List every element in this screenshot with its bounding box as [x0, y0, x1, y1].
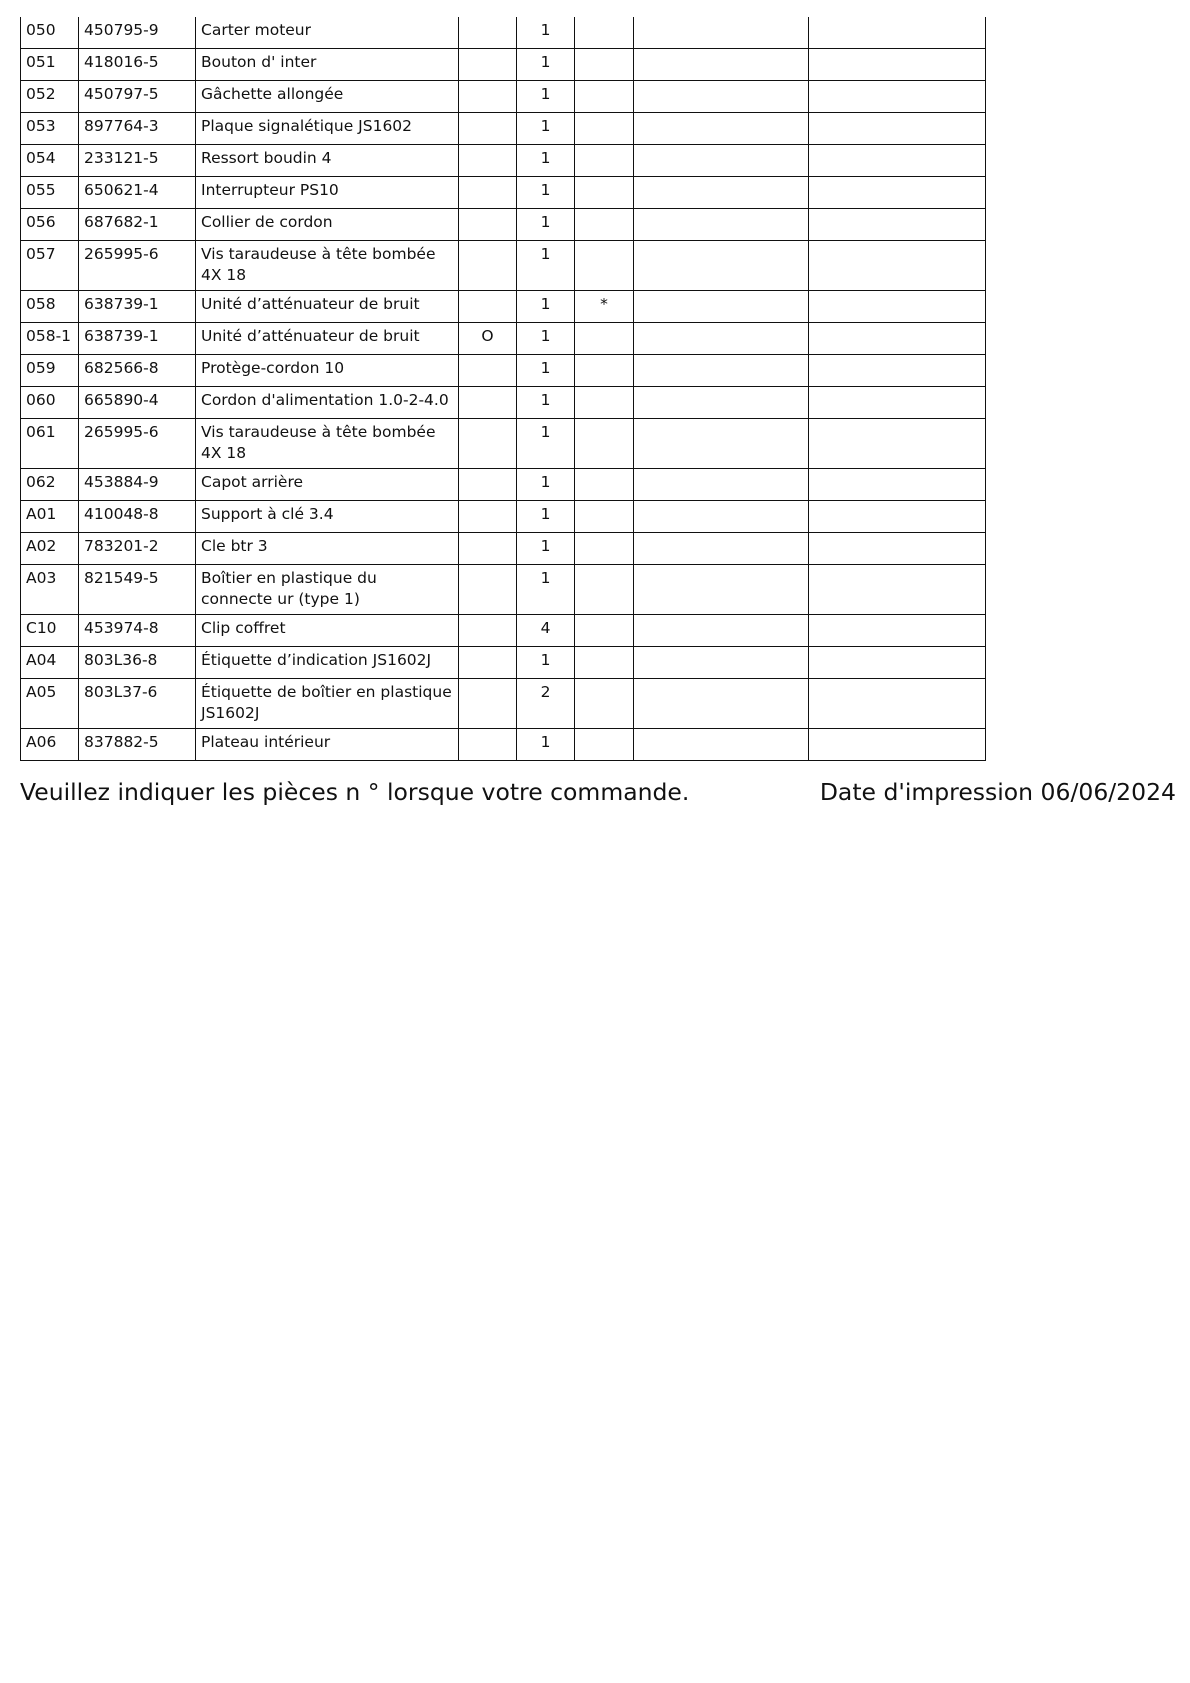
cell-blank — [634, 565, 809, 615]
cell-mark — [459, 145, 517, 177]
cell-blank — [809, 17, 986, 49]
cell-note — [575, 145, 634, 177]
cell-description: Cle btr 3 — [196, 533, 459, 565]
cell-quantity: 1 — [517, 355, 575, 387]
cell-item-number: C10 — [21, 615, 79, 647]
cell-mark — [459, 209, 517, 241]
cell-mark — [459, 49, 517, 81]
cell-blank — [634, 355, 809, 387]
cell-note — [575, 177, 634, 209]
cell-quantity: 1 — [517, 81, 575, 113]
cell-quantity: 1 — [517, 565, 575, 615]
cell-blank — [634, 729, 809, 761]
cell-part-number: 803L36-8 — [79, 647, 196, 679]
cell-quantity: 1 — [517, 49, 575, 81]
cell-blank — [634, 177, 809, 209]
cell-item-number: 055 — [21, 177, 79, 209]
table-row — [21, 291, 986, 323]
cell-part-number: 665890-4 — [79, 387, 196, 419]
table-row — [21, 81, 986, 113]
table-row — [21, 419, 986, 469]
cell-description: Vis taraudeuse à tête bombée 4X 18 — [196, 241, 459, 291]
table-row — [21, 501, 986, 533]
cell-blank — [809, 177, 986, 209]
cell-quantity: 1 — [517, 729, 575, 761]
cell-note — [575, 533, 634, 565]
cell-blank — [809, 291, 986, 323]
cell-item-number: 052 — [21, 81, 79, 113]
cell-quantity: 1 — [517, 323, 575, 355]
cell-part-number: 783201-2 — [79, 533, 196, 565]
cell-quantity: 1 — [517, 469, 575, 501]
parts-table — [20, 17, 986, 761]
cell-blank — [634, 419, 809, 469]
cell-description: Gâchette allongée — [196, 81, 459, 113]
cell-note — [575, 729, 634, 761]
cell-blank — [634, 241, 809, 291]
cell-blank — [809, 355, 986, 387]
cell-quantity: 1 — [517, 241, 575, 291]
table-row — [21, 729, 986, 761]
cell-part-number: 682566-8 — [79, 355, 196, 387]
cell-mark — [459, 241, 517, 291]
cell-item-number: 053 — [21, 113, 79, 145]
table-row — [21, 469, 986, 501]
cell-blank — [634, 113, 809, 145]
cell-item-number: A02 — [21, 533, 79, 565]
cell-part-number: 638739-1 — [79, 323, 196, 355]
cell-note — [575, 209, 634, 241]
cell-mark — [459, 469, 517, 501]
table-row — [21, 113, 986, 145]
cell-quantity: 1 — [517, 533, 575, 565]
cell-item-number: 061 — [21, 419, 79, 469]
cell-item-number: 056 — [21, 209, 79, 241]
cell-blank — [809, 565, 986, 615]
cell-blank — [809, 241, 986, 291]
table-row — [21, 17, 986, 49]
table-row — [21, 241, 986, 291]
cell-quantity: 1 — [517, 387, 575, 419]
cell-part-number: 821549-5 — [79, 565, 196, 615]
cell-blank — [809, 49, 986, 81]
cell-part-number: 453884-9 — [79, 469, 196, 501]
cell-item-number: 062 — [21, 469, 79, 501]
cell-part-number: 803L37-6 — [79, 679, 196, 729]
cell-blank — [634, 679, 809, 729]
cell-description: Support à clé 3.4 — [196, 501, 459, 533]
cell-part-number: 410048-8 — [79, 501, 196, 533]
cell-quantity: 4 — [517, 615, 575, 647]
cell-mark — [459, 387, 517, 419]
print-date: Date d'impression 06/06/2024 — [819, 778, 1176, 806]
cell-blank — [809, 323, 986, 355]
cell-blank — [809, 469, 986, 501]
cell-mark — [459, 81, 517, 113]
cell-note — [575, 323, 634, 355]
cell-note — [575, 355, 634, 387]
cell-note — [575, 81, 634, 113]
cell-blank — [634, 501, 809, 533]
cell-item-number: A06 — [21, 729, 79, 761]
cell-note — [575, 419, 634, 469]
cell-blank — [809, 647, 986, 679]
cell-description: Vis taraudeuse à tête bombée 4X 18 — [196, 419, 459, 469]
cell-description: Boîtier en plastique du connecte ur (type 1) — [196, 565, 459, 615]
cell-description: Plaque signalétique JS1602 — [196, 113, 459, 145]
cell-description: Clip coffret — [196, 615, 459, 647]
table-row — [21, 647, 986, 679]
cell-blank — [634, 615, 809, 647]
cell-part-number: 233121-5 — [79, 145, 196, 177]
cell-blank — [809, 679, 986, 729]
cell-part-number: 453974-8 — [79, 615, 196, 647]
cell-blank — [809, 387, 986, 419]
table-row — [21, 209, 986, 241]
cell-description: Unité d’atténuateur de bruit — [196, 291, 459, 323]
cell-mark — [459, 565, 517, 615]
cell-item-number: 050 — [21, 17, 79, 49]
cell-note — [575, 387, 634, 419]
table-row — [21, 323, 986, 355]
cell-part-number: 450795-9 — [79, 17, 196, 49]
cell-description: Bouton d' inter — [196, 49, 459, 81]
order-note: Veuillez indiquer les pièces n ° lorsque votre commande. — [20, 778, 690, 806]
table-row — [21, 145, 986, 177]
table-row — [21, 565, 986, 615]
cell-note — [575, 17, 634, 49]
cell-mark — [459, 501, 517, 533]
cell-blank — [634, 323, 809, 355]
parts-table-body — [21, 17, 986, 761]
table-row — [21, 355, 986, 387]
cell-blank — [634, 533, 809, 565]
cell-blank — [634, 209, 809, 241]
cell-description: Cordon d'alimentation 1.0-2-4.0 — [196, 387, 459, 419]
cell-item-number: A04 — [21, 647, 79, 679]
cell-description: Carter moteur — [196, 17, 459, 49]
cell-blank — [634, 49, 809, 81]
cell-part-number: 265995-6 — [79, 241, 196, 291]
cell-note — [575, 113, 634, 145]
cell-blank — [634, 387, 809, 419]
cell-item-number: 060 — [21, 387, 79, 419]
cell-note — [575, 469, 634, 501]
cell-mark — [459, 291, 517, 323]
cell-note — [575, 49, 634, 81]
cell-blank — [809, 209, 986, 241]
cell-blank — [634, 145, 809, 177]
cell-note — [575, 241, 634, 291]
cell-description: Ressort boudin 4 — [196, 145, 459, 177]
cell-mark — [459, 177, 517, 209]
cell-blank — [634, 81, 809, 113]
cell-description: Collier de cordon — [196, 209, 459, 241]
cell-part-number: 687682-1 — [79, 209, 196, 241]
cell-note: * — [575, 291, 634, 323]
table-row — [21, 387, 986, 419]
cell-mark — [459, 729, 517, 761]
cell-description: Unité d’atténuateur de bruit — [196, 323, 459, 355]
cell-blank — [809, 501, 986, 533]
cell-mark — [459, 615, 517, 647]
cell-blank — [809, 113, 986, 145]
cell-blank — [809, 533, 986, 565]
cell-part-number: 650621-4 — [79, 177, 196, 209]
cell-mark — [459, 533, 517, 565]
cell-blank — [634, 469, 809, 501]
cell-description: Étiquette d’indication JS1602J — [196, 647, 459, 679]
cell-quantity: 1 — [517, 209, 575, 241]
cell-mark — [459, 679, 517, 729]
cell-note — [575, 615, 634, 647]
cell-part-number: 837882-5 — [79, 729, 196, 761]
cell-part-number: 450797-5 — [79, 81, 196, 113]
table-row — [21, 533, 986, 565]
cell-blank — [809, 145, 986, 177]
cell-part-number: 418016-5 — [79, 49, 196, 81]
cell-part-number: 897764-3 — [79, 113, 196, 145]
cell-quantity: 1 — [517, 113, 575, 145]
cell-quantity: 1 — [517, 647, 575, 679]
cell-item-number: A05 — [21, 679, 79, 729]
cell-mark — [459, 17, 517, 49]
cell-part-number: 638739-1 — [79, 291, 196, 323]
table-row — [21, 177, 986, 209]
cell-item-number: 057 — [21, 241, 79, 291]
cell-part-number: 265995-6 — [79, 419, 196, 469]
cell-mark — [459, 113, 517, 145]
cell-item-number: 054 — [21, 145, 79, 177]
cell-note — [575, 647, 634, 679]
cell-quantity: 1 — [517, 145, 575, 177]
cell-blank — [634, 647, 809, 679]
cell-item-number: A01 — [21, 501, 79, 533]
cell-description: Plateau intérieur — [196, 729, 459, 761]
table-row — [21, 49, 986, 81]
cell-quantity: 1 — [517, 291, 575, 323]
cell-item-number: A03 — [21, 565, 79, 615]
cell-quantity: 1 — [517, 17, 575, 49]
cell-description: Protège-cordon 10 — [196, 355, 459, 387]
cell-item-number: 058 — [21, 291, 79, 323]
cell-item-number: 059 — [21, 355, 79, 387]
cell-note — [575, 565, 634, 615]
cell-blank — [809, 729, 986, 761]
cell-description: Étiquette de boîtier en plastique JS1602J — [196, 679, 459, 729]
cell-quantity: 1 — [517, 419, 575, 469]
cell-mark — [459, 647, 517, 679]
cell-item-number: 058-1 — [21, 323, 79, 355]
cell-quantity: 1 — [517, 501, 575, 533]
cell-blank — [809, 615, 986, 647]
cell-quantity: 1 — [517, 177, 575, 209]
cell-description: Interrupteur PS10 — [196, 177, 459, 209]
cell-mark — [459, 419, 517, 469]
cell-mark: O — [459, 323, 517, 355]
cell-blank — [809, 81, 986, 113]
table-row — [21, 679, 986, 729]
cell-blank — [634, 291, 809, 323]
cell-item-number: 051 — [21, 49, 79, 81]
cell-blank — [809, 419, 986, 469]
cell-quantity: 2 — [517, 679, 575, 729]
cell-description: Capot arrière — [196, 469, 459, 501]
cell-mark — [459, 355, 517, 387]
cell-note — [575, 501, 634, 533]
cell-note — [575, 679, 634, 729]
cell-blank — [634, 17, 809, 49]
table-row — [21, 615, 986, 647]
